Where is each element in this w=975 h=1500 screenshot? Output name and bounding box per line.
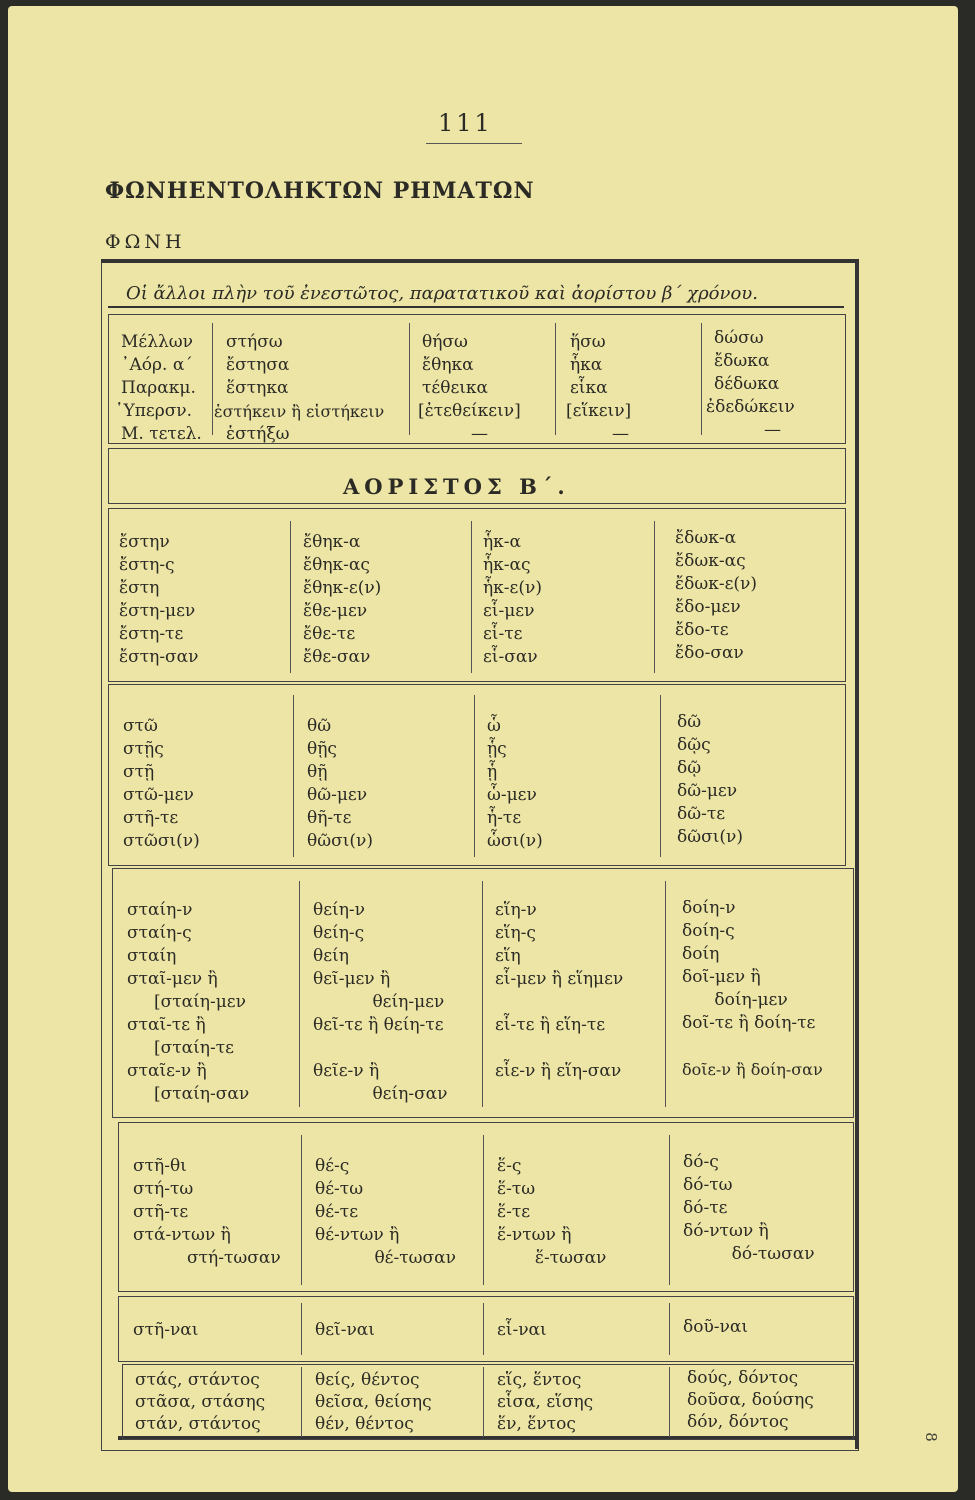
part-the-3: θέν, θέντος bbox=[315, 1414, 414, 1434]
imp-the-3: θέ-τε bbox=[315, 1202, 358, 1222]
tense-label-1: Μέλλων bbox=[121, 332, 193, 352]
subj-sta-2: στῇς bbox=[123, 739, 164, 759]
ind-divider-2 bbox=[471, 521, 472, 673]
opt-he-3: εἵη bbox=[495, 946, 521, 966]
tense-do-5: — bbox=[764, 420, 781, 440]
imperative-block bbox=[118, 1122, 854, 1292]
tense-label-5: Μ. τετελ. bbox=[121, 424, 202, 444]
ind-sta-5: ἔστη-τε bbox=[119, 624, 184, 644]
tense-the-3: τέθεικα bbox=[422, 378, 489, 398]
inf-sta: στῆ-ναι bbox=[133, 1320, 199, 1340]
opt-the-8: θεῖε-ν ἢ bbox=[313, 1061, 380, 1081]
ind-sta-6: ἔστη-σαν bbox=[119, 647, 199, 667]
tense-label-4: ῾Υπερσν. bbox=[115, 401, 193, 421]
infinitive-block bbox=[118, 1296, 854, 1362]
opt-sta-9: [σταίη-σαν bbox=[127, 1084, 250, 1104]
opt-the-4: θεῖ-μεν ἢ bbox=[313, 969, 391, 989]
subj-do-6: δῶσι(ν) bbox=[677, 827, 743, 847]
page-number: 111 bbox=[438, 109, 493, 137]
tense-he-2: ἧκα bbox=[570, 355, 603, 375]
ind-do-4: ἔδο-μεν bbox=[675, 597, 741, 617]
top-heavy-rule bbox=[101, 259, 858, 263]
imp-the-1: θέ-ς bbox=[315, 1156, 350, 1176]
imp-he-4: ἕ-ντων ἢ bbox=[497, 1225, 572, 1245]
ind-he-4: εἷ-μεν bbox=[483, 601, 535, 621]
opt-do-3: δοίη bbox=[682, 944, 720, 964]
header-note: Οἱ ἄλλοι πλὴν τοῦ ἐνεστῶτος, παρατατικοῦ καὶ ἀορίστου β΄ χρόνου. bbox=[126, 283, 758, 304]
part-sta-1: στάς, στάντος bbox=[135, 1370, 260, 1390]
opt-sta-3: σταίη bbox=[127, 946, 177, 966]
opt-do-1: δοίη-ν bbox=[682, 898, 736, 918]
ind-the-2: ἔθηκ-ας bbox=[303, 555, 370, 575]
opt-he-2: εἵη-ς bbox=[495, 923, 536, 943]
tense-the-2: ἔθηκα bbox=[422, 355, 474, 375]
opt-do-5: δοίη-μεν bbox=[682, 990, 788, 1010]
opt-sta-1: σταίη-ν bbox=[127, 900, 193, 920]
ind-the-4: ἔθε-μεν bbox=[303, 601, 368, 621]
inf-divider-3 bbox=[669, 1303, 670, 1355]
opt-divider-3 bbox=[665, 881, 666, 1107]
inf-do: δοῦ-ναι bbox=[683, 1317, 749, 1337]
subj-he-3: ᾗ bbox=[487, 762, 498, 782]
subj-the-4: θῶ-μεν bbox=[307, 785, 368, 805]
imp-sta-3: στῆ-τε bbox=[133, 1202, 189, 1222]
ind-he-5: εἷ-τε bbox=[483, 624, 523, 644]
subj-divider-1 bbox=[293, 695, 294, 857]
inf-he: εἷ-ναι bbox=[497, 1320, 547, 1340]
imp-do-2: δό-τω bbox=[683, 1175, 733, 1195]
subj-do-3: δῷ bbox=[677, 758, 702, 778]
opt-he-4: εἷ-μεν ἢ εἵημεν bbox=[495, 969, 624, 989]
opt-sta-2: σταίη-ς bbox=[127, 923, 192, 943]
ind-sta-3: ἔστη bbox=[119, 578, 160, 598]
subj-sta-1: στῶ bbox=[123, 716, 158, 736]
imp-he-1: ἕ-ς bbox=[497, 1156, 522, 1176]
inf-divider-2 bbox=[483, 1303, 484, 1355]
imp-he-3: ἕ-τε bbox=[497, 1202, 531, 1222]
part-divider-3 bbox=[669, 1367, 670, 1437]
tense-do-4: ἐδεδώκειν bbox=[706, 397, 795, 417]
ind-he-3: ἧκ-ε(ν) bbox=[483, 578, 542, 598]
tense-sta-1: στήσω bbox=[226, 332, 283, 352]
part-he-2: εἷσα, εἵσης bbox=[497, 1392, 594, 1412]
imp-the-2: θέ-τω bbox=[315, 1179, 364, 1199]
part-the-2: θεῖσα, θείσης bbox=[315, 1392, 432, 1412]
tense-do-1: δώσω bbox=[714, 328, 764, 348]
opt-sta-8: σταῖε-ν ἢ bbox=[127, 1061, 207, 1081]
part-sta-2: στᾶσα, στάσης bbox=[135, 1392, 266, 1412]
ind-divider-3 bbox=[654, 521, 655, 673]
part-do-1: δούς, δόντος bbox=[687, 1368, 799, 1388]
opt-he-1: εἵη-ν bbox=[495, 900, 537, 920]
opt-he-6: εἷ-τε ἢ εἵη-τε bbox=[495, 1015, 606, 1035]
imp-sta-2: στή-τω bbox=[133, 1179, 194, 1199]
imp-do-1: δό-ς bbox=[683, 1152, 719, 1172]
opt-the-1: θείη-ν bbox=[313, 900, 365, 920]
subj-he-6: ὧσι(ν) bbox=[487, 831, 543, 851]
imp-divider-3 bbox=[669, 1135, 670, 1285]
tense-divider-3 bbox=[555, 323, 556, 435]
ind-he-1: ἧκ-α bbox=[483, 532, 522, 552]
ind-do-5: ἔδο-τε bbox=[675, 620, 729, 640]
tense-the-1: θήσω bbox=[422, 332, 468, 352]
imp-the-5: θέ-τωσαν bbox=[315, 1248, 456, 1268]
subj-he-2: ᾗς bbox=[487, 739, 507, 759]
ind-sta-4: ἔστη-μεν bbox=[119, 601, 196, 621]
aorist-heading: ΑΟΡΙΣΤΟΣ Β΄. bbox=[343, 474, 570, 499]
ind-do-3: ἔδωκ-ε(ν) bbox=[675, 574, 757, 594]
opt-sta-6: σταῖ-τε ἢ bbox=[127, 1015, 206, 1035]
indicative-block bbox=[108, 508, 846, 682]
part-he-3: ἕν, ἕντος bbox=[497, 1414, 576, 1434]
imp-do-4: δό-ντων ἢ bbox=[683, 1221, 769, 1241]
ind-the-6: ἔθε-σαν bbox=[303, 647, 371, 667]
subj-sta-4: στῶ-μεν bbox=[123, 785, 194, 805]
opt-the-5: θείη-μεν bbox=[313, 992, 445, 1012]
opt-divider-2 bbox=[482, 881, 483, 1107]
ind-do-2: ἔδωκ-ας bbox=[675, 551, 746, 571]
tense-do-2: ἔδωκα bbox=[714, 351, 770, 371]
opt-do-8: δοῖε-ν ἢ δοίη-σαν bbox=[682, 1060, 823, 1079]
subj-do-4: δῶ-μεν bbox=[677, 781, 738, 801]
tense-the-5: — bbox=[471, 424, 488, 444]
tense-he-4: [εἵκειν] bbox=[566, 401, 632, 421]
ind-the-1: ἔθηκ-α bbox=[303, 532, 361, 552]
tense-do-3: δέδωκα bbox=[714, 374, 780, 394]
part-he-1: εἵς, ἕντος bbox=[497, 1370, 582, 1390]
opt-the-2: θείη-ς bbox=[313, 923, 365, 943]
ind-the-5: ἔθε-τε bbox=[303, 624, 356, 644]
opt-do-2: δοίη-ς bbox=[682, 921, 735, 941]
subj-sta-3: στῇ bbox=[123, 762, 155, 782]
subj-sta-5: στῆ-τε bbox=[123, 808, 179, 828]
inf-the: θεῖ-ναι bbox=[315, 1320, 375, 1340]
inf-divider-1 bbox=[301, 1303, 302, 1355]
part-sta-3: στάν, στάντος bbox=[135, 1414, 261, 1434]
ind-sta-1: ἔστην bbox=[119, 532, 170, 552]
participle-block bbox=[122, 1364, 854, 1440]
opt-the-9: θείη-σαν bbox=[313, 1084, 448, 1104]
subj-he-5: ἧ-τε bbox=[487, 808, 522, 828]
part-do-2: δοῦσα, δούσης bbox=[687, 1390, 814, 1410]
subj-divider-2 bbox=[474, 695, 475, 857]
optative-block bbox=[112, 868, 854, 1118]
imp-he-5: ἕ-τωσαν bbox=[497, 1248, 607, 1268]
subj-do-5: δῶ-τε bbox=[677, 804, 726, 824]
tense-he-5: — bbox=[612, 424, 629, 444]
subj-he-1: ὧ bbox=[487, 716, 501, 736]
tense-sta-4: ἑστήκειν ἢ εἱστήκειν bbox=[214, 402, 385, 421]
ind-divider-1 bbox=[290, 521, 291, 673]
subj-sta-6: στῶσι(ν) bbox=[123, 831, 200, 851]
tense-divider-1 bbox=[212, 323, 213, 435]
tenses-block bbox=[108, 314, 846, 444]
tense-sta-3: ἕστηκα bbox=[226, 378, 289, 398]
subj-the-5: θῆ-τε bbox=[307, 808, 352, 828]
tense-the-4: [ἐτεθείκειν] bbox=[418, 401, 521, 421]
opt-sta-5: [σταίη-μεν bbox=[127, 992, 246, 1012]
tense-he-3: εἷκα bbox=[570, 378, 608, 398]
subj-do-2: δῷς bbox=[677, 735, 711, 755]
tense-he-1: ἥσω bbox=[570, 332, 606, 352]
ind-sta-2: ἔστη-ς bbox=[119, 555, 175, 575]
tense-sta-5: ἑστήξω bbox=[226, 424, 290, 444]
subj-divider-3 bbox=[660, 695, 661, 857]
part-do-3: δόν, δόντος bbox=[687, 1412, 789, 1432]
page-number-rule bbox=[426, 143, 522, 144]
imp-divider-1 bbox=[301, 1135, 302, 1285]
ind-he-2: ἧκ-ας bbox=[483, 555, 531, 575]
opt-the-6: θεῖ-τε ἢ θείη-τε bbox=[313, 1015, 444, 1035]
opt-he-8: εἷε-ν ἢ εἵη-σαν bbox=[495, 1061, 622, 1081]
opt-divider-1 bbox=[299, 881, 300, 1107]
part-divider-1 bbox=[301, 1367, 302, 1437]
ind-he-6: εἷ-σαν bbox=[483, 647, 538, 667]
page-title: ΦΩΝΗΕΝΤΟΛΗΚΤΩΝ ΡΗΜΑΤΩΝ bbox=[105, 178, 535, 204]
subj-the-3: θῇ bbox=[307, 762, 328, 782]
imp-he-2: ἕ-τω bbox=[497, 1179, 536, 1199]
subj-the-2: θῇς bbox=[307, 739, 337, 759]
imp-sta-5: στή-τωσαν bbox=[133, 1248, 281, 1268]
imp-the-4: θέ-ντων ἢ bbox=[315, 1225, 400, 1245]
tense-divider-2 bbox=[409, 323, 410, 435]
part-the-1: θείς, θέντος bbox=[315, 1370, 420, 1390]
ind-do-1: ἔδωκ-α bbox=[675, 528, 737, 548]
opt-the-3: θείη bbox=[313, 946, 349, 966]
imp-sta-1: στῆ-θι bbox=[133, 1156, 187, 1176]
opt-do-6: δοῖ-τε ἢ δοίη-τε bbox=[682, 1013, 816, 1033]
section-subtitle: ΦΩΝΗ bbox=[105, 231, 186, 253]
ind-do-6: ἔδο-σαν bbox=[675, 643, 744, 663]
opt-sta-7: [σταίη-τε bbox=[127, 1038, 234, 1058]
subjunctive-block bbox=[108, 684, 846, 866]
ind-the-3: ἔθηκ-ε(ν) bbox=[303, 578, 382, 598]
subj-the-1: θῶ bbox=[307, 716, 332, 736]
subj-the-6: θῶσι(ν) bbox=[307, 831, 373, 851]
tense-label-2: ᾿Αόρ. α΄ bbox=[121, 355, 193, 375]
opt-do-4: δοῖ-μεν ἢ bbox=[682, 967, 761, 987]
subj-do-1: δῶ bbox=[677, 712, 702, 732]
imp-do-3: δό-τε bbox=[683, 1198, 728, 1218]
part-divider-2 bbox=[483, 1367, 484, 1437]
imp-do-5: δό-τωσαν bbox=[683, 1244, 815, 1264]
margin-stamp: 8 bbox=[921, 1432, 940, 1442]
imp-divider-2 bbox=[483, 1135, 484, 1285]
book-page bbox=[8, 6, 958, 1492]
tense-sta-2: ἔστησα bbox=[226, 355, 290, 375]
imp-sta-4: στά-ντων ἢ bbox=[133, 1225, 231, 1245]
subj-he-4: ὧ-μεν bbox=[487, 785, 537, 805]
opt-sta-4: σταῖ-μεν ἢ bbox=[127, 969, 218, 989]
tense-divider-4 bbox=[701, 323, 702, 435]
right-heavy-rule bbox=[855, 259, 859, 1449]
tense-label-3: Παρακμ. bbox=[121, 378, 196, 398]
header-note-rule bbox=[108, 306, 844, 308]
